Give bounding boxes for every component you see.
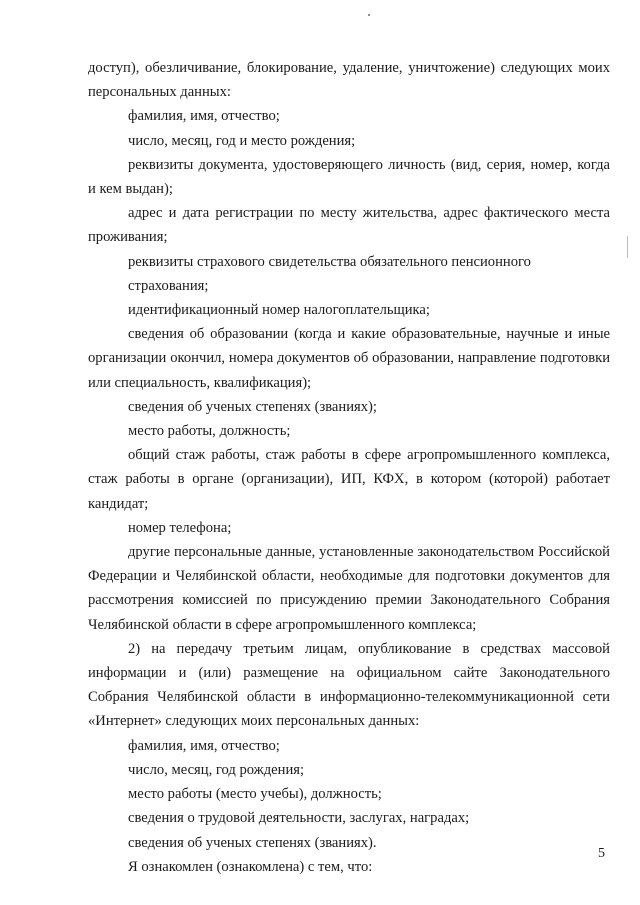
list-item: сведения об ученых степенях (званиях). (128, 834, 377, 851)
list-item: Я ознакомлен (ознакомлена) с тем, что: (128, 858, 373, 875)
list-item: число, месяц, год рождения; (128, 761, 305, 778)
list-item: место работы, должность; (128, 423, 291, 440)
list-item: число, месяц, год и место рождения; (128, 132, 356, 149)
list-item: номер телефона; (128, 519, 232, 536)
scan-edge-mark (627, 236, 628, 258)
body-paragraph: адрес и дата регистрации по месту жительства, адрес фактического места проживания; (88, 205, 610, 246)
list-item: сведения об ученых степенях (званиях); (128, 398, 377, 415)
list-item: фамилия, имя, отчество; (128, 737, 280, 754)
list-item: сведения о трудовой деятельности, заслугах, наградах; (128, 810, 470, 827)
list-item: идентификационный номер налогоплательщика; (128, 302, 430, 319)
body-paragraph: доступ), обезличивание, блокирование, удаление, уничтожение) следующих моих персональных данных: (88, 60, 610, 101)
list-item: место работы (место учебы), должность; (128, 786, 382, 803)
body-paragraph: общий стаж работы, стаж работы в сфере агропромышленного комплекса, стаж работы в органе (организации), ИП, КФХ, в котором (которой) работает кандидат; (88, 447, 610, 512)
body-paragraph: сведения об образовании (когда и какие образовательные, научные и иные организации окончил, номера документов об образовании, направление подготовки или специальность, квалификация); (88, 326, 610, 391)
body-paragraph: другие персональные данные, установленные законодательством Российской Федерации и Челябинской области, необходимые для подготовки документов для рассмотрения комиссией по присуждению премии Законодательного Собрания Челябинской области в сфере агропромышленного комплекса; (88, 544, 610, 633)
document-body (88, 56, 610, 879)
page-number: 5 (598, 846, 605, 861)
body-paragraph: реквизиты документа, удостоверяющего личность (вид, серия, номер, когда и кем выдан); (88, 156, 610, 198)
list-item: реквизиты страхового свидетельства обязательного пенсионного страхования; (128, 253, 531, 294)
scan-speck (368, 14, 370, 16)
body-paragraph: 2) на передачу третьим лицам, опубликование в средствах массовой информации и (или) размещение на официальном сайте Законодательного Собрания Челябинской области в информационно-телекоммуникационной сети «Интернет» следующих моих персональных данных: (88, 640, 610, 730)
list-item: фамилия, имя, отчество; (128, 108, 280, 125)
